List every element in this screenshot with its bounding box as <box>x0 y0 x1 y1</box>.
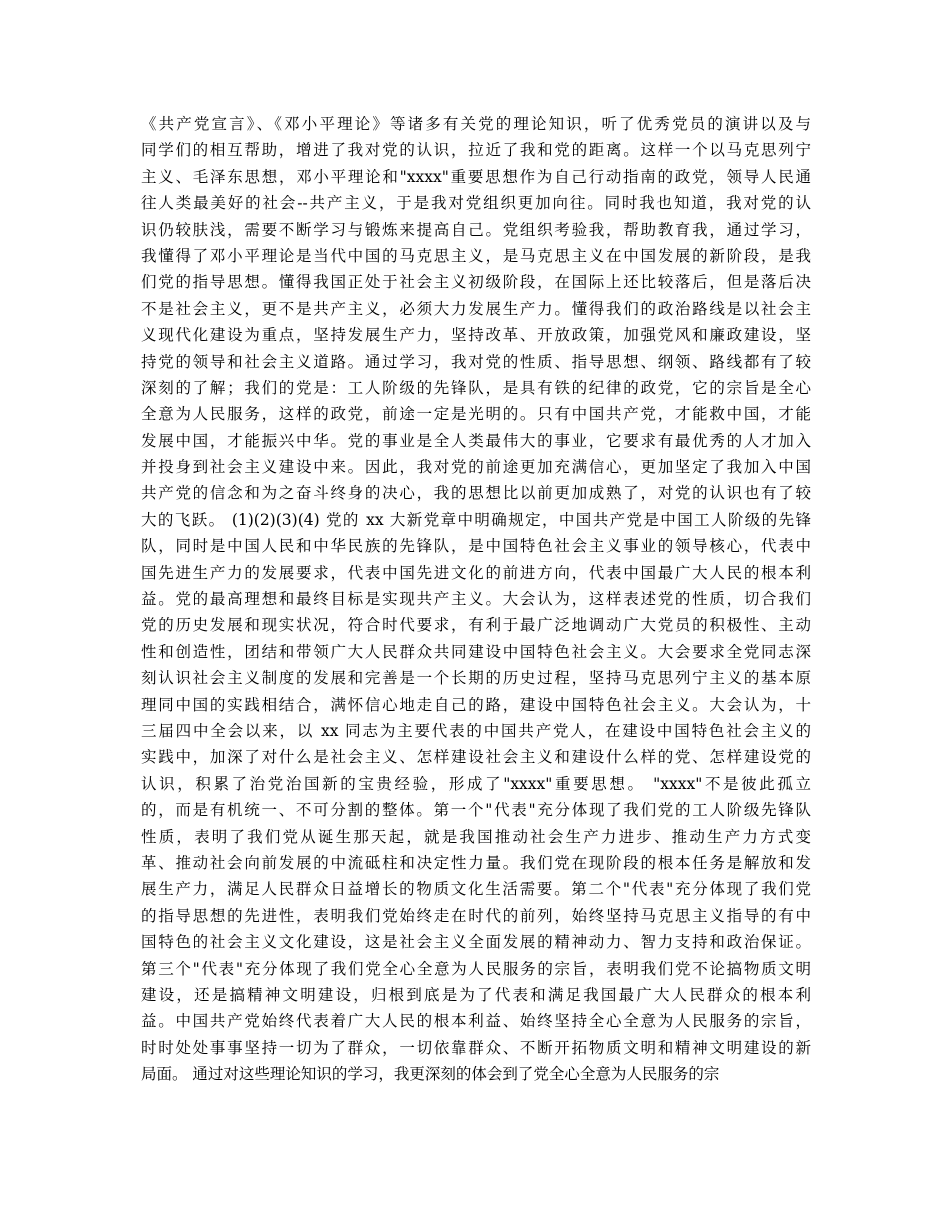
text-line: 认识，积累了治党治国新的宝贵经验，形成了"xxxx"重要思想。 "xxxx"不是彼此孤立 <box>141 774 811 793</box>
text-line: 的，而是有机统一、不可分割的整体。第一个"代表"充分体现了我们党的工人阶级先锋队 <box>141 801 811 820</box>
text-line: 主义、毛泽东思想，邓小平理论和"xxxx"重要思想作为自己行动指南的政党，领导人民通 <box>141 167 811 186</box>
text-line: 并投身到社会主义建设中来。因此，我对党的前途更加充满信心，更加坚定了我加入中国 <box>141 458 811 477</box>
text-line: 刻认识社会主义制度的发展和完善是一个长期的历史过程，坚持马克思列宁主义的基本原 <box>141 669 811 688</box>
text-line: 义现代化建设为重点，坚持发展生产力，坚持改革、开放政策，加强党风和廉政建设，坚 <box>141 326 811 345</box>
text-line: 建设，还是搞精神文明建设，归根到底是为了代表和满足我国最广大人民群众的根本利 <box>141 985 811 1004</box>
text-line: 不是社会主义，更不是共产主义，必须大力发展生产力。懂得我们的政治路线是以社会主 <box>141 299 811 318</box>
text-line: 展生产力，满足人民群众日益增长的物质文化生活需要。第二个"代表"充分体现了我们党 <box>141 880 811 899</box>
text-line: 实践中，加深了对什么是社会主义、怎样建设社会主义和建设什么样的党、怎样建设党的 <box>141 748 811 767</box>
text-line: 持党的领导和社会主义道路。通过学习，我对党的性质、指导思想、纲领、路线都有了较 <box>141 352 811 371</box>
text-line: 党的历史发展和现实状况，符合时代要求，有利于最广泛地调动广大党员的积极性、主动 <box>141 616 811 635</box>
text-line: 们党的指导思想。懂得我国正处于社会主义初级阶段，在国际上还比较落后，但是落后决 <box>141 273 811 292</box>
text-line: 的指导思想的先进性，表明我们党始终走在时代的前列，始终坚持马克思主义指导的有中 <box>141 906 811 925</box>
text-line: 往人类最美好的社会--共产主义，于是我对党组织更加向往。同时我也知道，我对党的认 <box>141 194 811 213</box>
text-line: 益。中国共产党始终代表着广大人民的根本利益、始终坚持全心全意为人民服务的宗旨， <box>141 1012 811 1031</box>
text-line: 全意为人民服务，这样的政党，前途一定是光明的。只有中国共产党，才能救中国，才能 <box>141 405 811 424</box>
text-line: 国特色的社会主义文化建设，这是社会主义全面发展的精神动力、智力支持和政治保证。 <box>141 933 811 952</box>
text-line: 大的飞跃。 (1)(2)(3)(4) 党的 xx 大新党章中明确规定，中国共产党是中国工人阶级的先锋 <box>141 510 811 529</box>
text-line: 发展中国，才能振兴中华。党的事业是全人类最伟大的事业，它要求有最优秀的人才加入 <box>141 431 811 450</box>
text-line: 三届四中全会以来，以 xx 同志为主要代表的中国共产党人，在建设中国特色社会主义的 <box>141 721 811 740</box>
text-line: 共产党的信念和为之奋斗终身的决心，我的思想比以前更加成熟了，对党的认识也有了较 <box>141 484 811 503</box>
text-line: 同学们的相互帮助，增进了我对党的认识，拉近了我和党的距离。这样一个以马克思列宁 <box>141 141 811 160</box>
text-line: 国先进生产力的发展要求，代表中国先进文化的前进方向，代表中国最广大人民的根本利 <box>141 563 811 582</box>
text-line: 局面。 通过对这些理论知识的学习，我更深刻的体会到了党全心全意为人民服务的宗 <box>141 1065 720 1084</box>
text-line: 深刻的了解；我们的党是：工人阶级的先锋队，是具有铁的纪律的政党，它的宗旨是全心 <box>141 378 811 397</box>
text-line: 队，同时是中国人民和中华民族的先锋队，是中国特色社会主义事业的领导核心，代表中 <box>141 537 811 556</box>
text-line: 时时处处事事坚持一切为了群众，一切依靠群众、不断开拓物质文明和精神文明建设的新 <box>141 1038 811 1057</box>
text-line: 识仍较肤浅，需要不断学习与锻炼来提高自己。党组织考验我，帮助教育我，通过学习， <box>141 220 811 239</box>
text-line: 性质，表明了我们党从诞生那天起，就是我国推动社会生产力进步、推动生产力方式变 <box>141 827 811 846</box>
text-line: 性和创造性，团结和带领广大人民群众共同建设中国特色社会主义。大会要求全党同志深 <box>141 642 811 661</box>
body-text <box>141 111 811 1087</box>
text-line: 我懂得了邓小平理论是当代中国的马克思主义，是马克思主义在中国发展的新阶段，是我 <box>141 246 811 265</box>
text-line: 《共产党宣言》、《邓小平理论》等诸多有关党的理论知识，听了优秀党员的演讲以及与 <box>141 115 811 133</box>
text-line: 理同中国的实践相结合，满怀信心地走自己的路，建设中国特色社会主义。大会认为，十 <box>141 695 811 714</box>
text-line: 革、推动社会向前发展的中流砥柱和决定性力量。我们党在现阶段的根本任务是解放和发 <box>141 853 811 872</box>
text-line: 益。党的最高理想和最终目标是实现共产主义。大会认为，这样表述党的性质，切合我们 <box>141 590 811 609</box>
text-line: 第三个"代表"充分体现了我们党全心全意为人民服务的宗旨，表明我们党不论搞物质文明 <box>141 959 811 978</box>
